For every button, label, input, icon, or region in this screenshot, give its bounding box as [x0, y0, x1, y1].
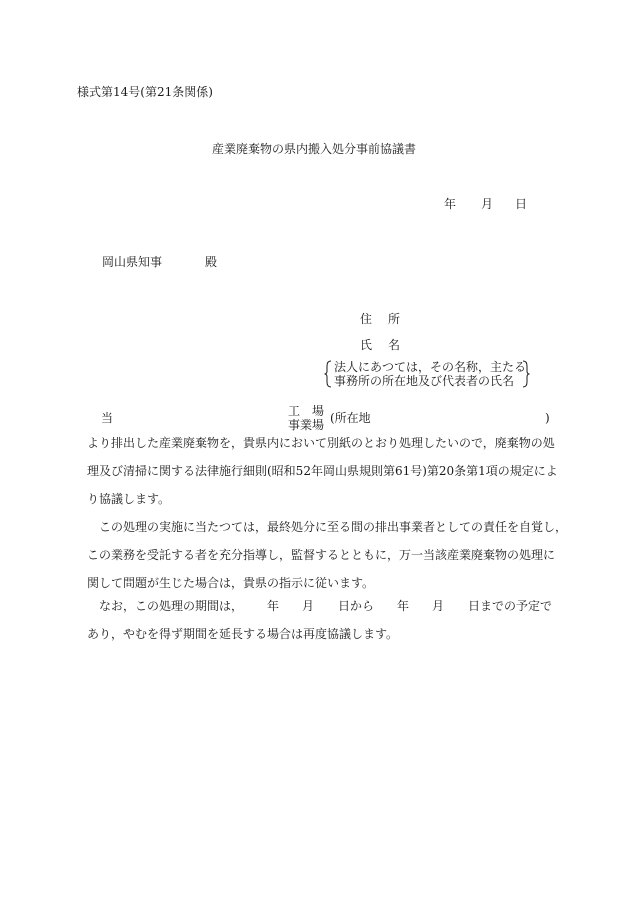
date-month-label: 月	[481, 197, 494, 211]
form-number: 様式第14号(第21条関係)	[77, 85, 213, 99]
body-line-3: り協議します。	[87, 492, 171, 506]
period-end-month: 月	[432, 599, 445, 613]
body-line-5: この業務を受託する者を充分指導し，監督するとともに，万一当該産業廃棄物の処理に	[87, 548, 556, 562]
factory-prefix: 当	[101, 411, 114, 425]
business-site-label: 事業場	[288, 418, 325, 432]
document-title: 産業廃棄物の県内搬入処分事前協議書	[212, 142, 417, 156]
corporate-note	[324, 360, 530, 388]
period-end-day: 日までの予定で	[468, 599, 553, 613]
period-intro: なお，この処理の期間は，	[99, 599, 244, 613]
corporate-note-line2: 事務所の所在地及び代表者の氏名	[334, 374, 515, 388]
date-day-label: 日	[515, 197, 528, 211]
body-line-8: あり，やむを得ず期間を延長する場合は再度協議します。	[87, 627, 399, 641]
corporate-note-line1: 法人にあつては，その名称，主たる	[334, 360, 527, 374]
date-year-label: 年	[444, 197, 457, 211]
location-close: )	[545, 411, 550, 425]
period-start-month: 月	[302, 599, 315, 613]
address-label: 住所	[360, 312, 417, 326]
name-label: 氏名	[360, 338, 417, 352]
period-end-year: 年	[397, 599, 410, 613]
factory-label: 工 場	[288, 404, 325, 418]
body-line-6: 関して問題が生じた場合は，貴県の指示に従います。	[87, 576, 375, 590]
body-line-1: より排出した産業廃棄物を，貴県内において別紙のとおり処理したいので，廃棄物の処	[87, 436, 555, 450]
period-start-day: 日から	[338, 599, 375, 613]
period-start-year: 年	[267, 599, 280, 613]
honorific: 殿	[205, 255, 218, 269]
addressee: 岡山県知事	[102, 255, 163, 269]
body-line-4: この処理の実施に当たつては，最終処分に至る間の排出事業者としての責任を自覚し，	[99, 520, 568, 534]
location-label: (所在地	[330, 411, 371, 425]
body-line-2: 理及び清掃に関する法律施行細則(昭和52年岡山県規則第61号)第20条第1項の規定によ	[87, 464, 558, 478]
